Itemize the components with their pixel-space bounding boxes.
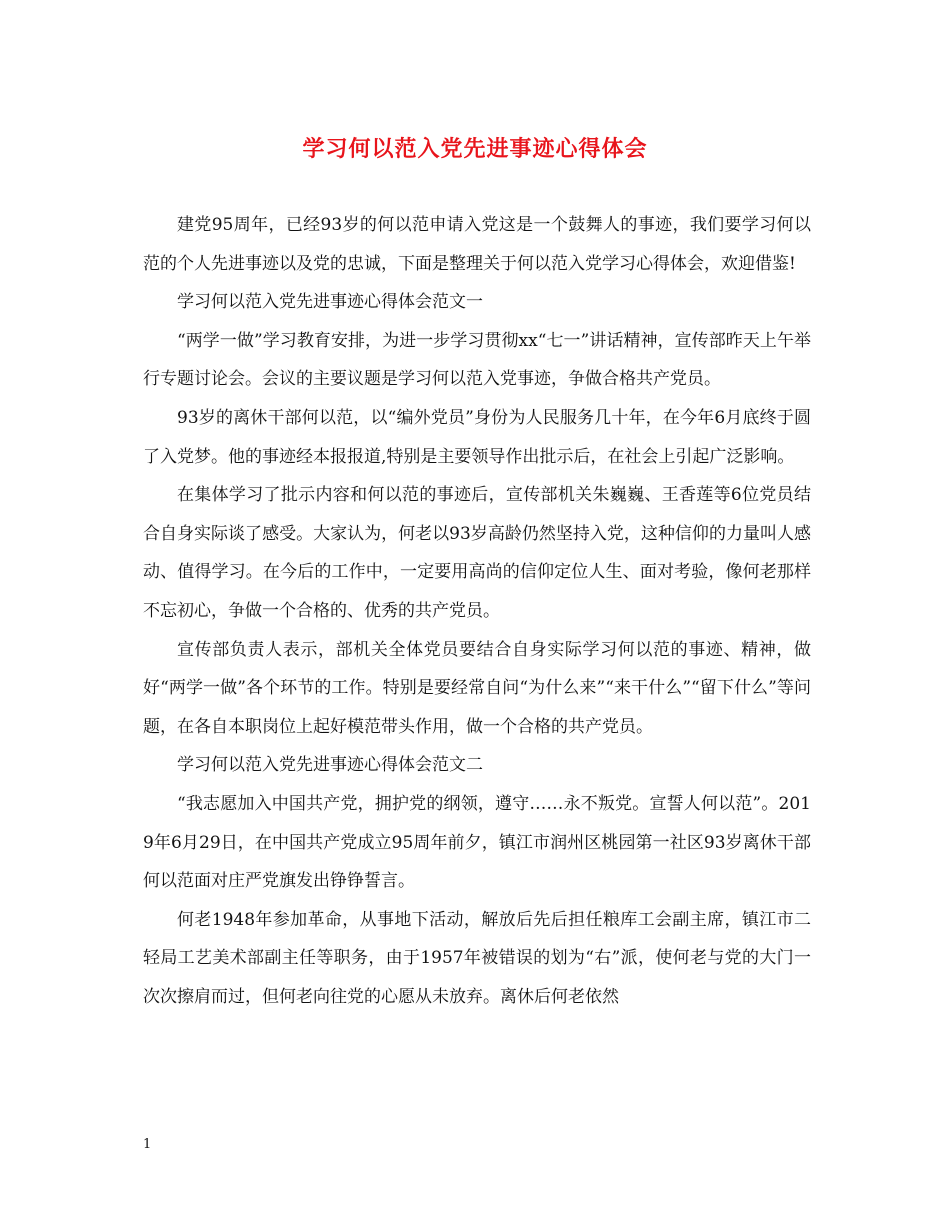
paragraph: “两学一做”学习教育安排，为进一步学习贯彻xx“七一”讲话精神，宣传部昨天上午举行专题讨论会。会议的主要议题是学习何以范入党事迹，争做合格共产党员。: [143, 330, 811, 390]
paragraph: “我志愿加入中国共产党，拥护党的纲领，遵守……永不叛党。宣誓人何以范”。2019年6月29日，在中国共产党成立95周年前夕，镇江市润州区桃园第一社区93岁离休干部何以范面对庄严党旗发出铮铮誓言。: [143, 793, 811, 892]
page-number: 1: [143, 1137, 152, 1152]
document-body: [143, 206, 811, 1016]
section-heading-1: 学习何以范入党先进事迹心得体会范文一: [177, 292, 483, 313]
paragraph: 93岁的离休干部何以范，以“编外党员”身份为人民服务几十年，在今年6月底终于圆了入党梦。他的事迹经本报报道,特别是主要领导作出批示后，在社会上引起广泛影响。: [143, 407, 811, 467]
paragraph: 在集体学习了批示内容和何以范的事迹后，宣传部机关朱巍巍、王香莲等6位党员结合自身实际谈了感受。大家认为，何老以93岁高龄仍然坚持入党，这种信仰的力量叫人感动、值得学习。在今后的工作中，一定要用高尚的信仰定位人生、面对考验，像何老那样不忘初心，争做一个合格的、优秀的共产党员。: [143, 485, 811, 621]
document-title: 学习何以范入党先进事迹心得体会: [302, 137, 648, 162]
paragraph: 宣传部负责人表示，部机关全体党员要结合自身实际学习何以范的事迹、精神，做好“两学一做”各个环节的工作。特别是要经常自问“为什么来”“来干什么”“留下什么”等问题，在各自本职岗位上起好模范带头作用，做一个合格的共产党员。: [143, 639, 811, 737]
paragraph-intro: 建党95周年，已经93岁的何以范申请入党这是一个鼓舞人的事迹，我们要学习何以范的个人先进事迹以及党的忠诚，下面是整理关于何以范入党学习心得体会，欢迎借鉴!: [143, 215, 811, 274]
paragraph: 何老1948年参加革命，从事地下活动，解放后先后担任粮库工会副主席，镇江市二轻局工艺美术部副主任等职务，由于1957年被错误的划为“右”派，使何老与党的大门一次次擦肩而过，但何老向往党的心愿从未放弃。离休后何老依然: [143, 909, 811, 1007]
section-heading-2: 学习何以范入党先进事迹心得体会范文二: [177, 755, 483, 776]
